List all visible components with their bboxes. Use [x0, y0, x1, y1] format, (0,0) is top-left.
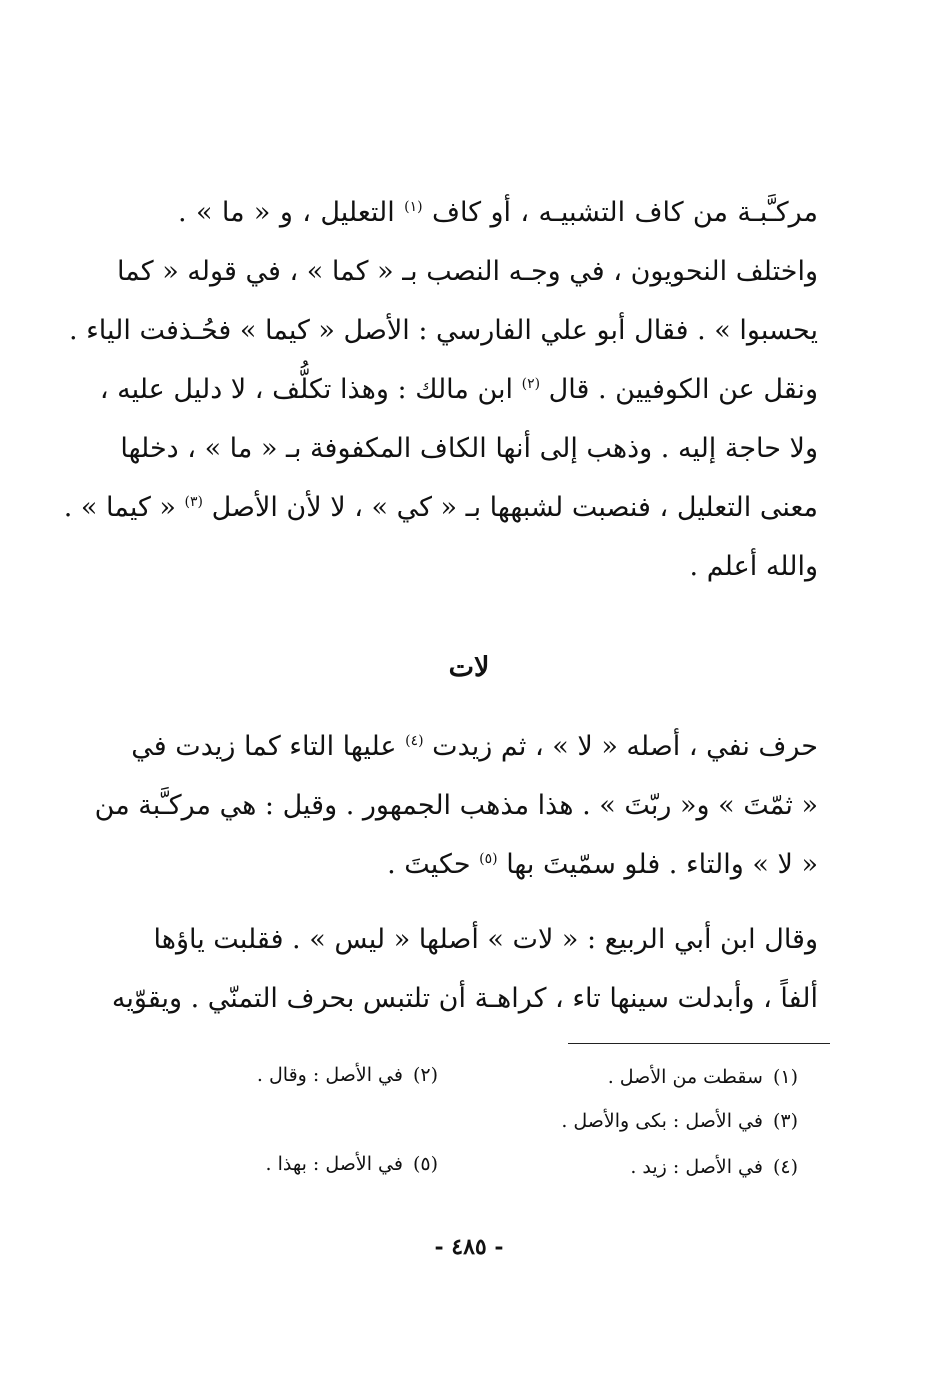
footnote-number: (٢) [412, 1064, 438, 1086]
footnote-2 [257, 1060, 438, 1090]
footnote-4 [630, 1152, 798, 1182]
text-line: والله أعلم . [689, 551, 818, 582]
text-line: ولا حاجة إليه . وذهب إلى أنها الكاف المكفوفة بـ « ما » ، دخلها [120, 433, 818, 464]
paragraph-lata-definition [94, 717, 818, 894]
footnote-text: في الأصل : بكى والأصل . [561, 1110, 763, 1132]
paragraph-ibn-abi-rabi [111, 910, 818, 1028]
footnote-number: (٣) [772, 1110, 798, 1132]
footnote-number: (٤) [772, 1156, 798, 1178]
text-line: « لا » والتاء . فلو سمّيتَ بها $^{(٥)}$ حكيتَ . [387, 849, 818, 880]
paragraph-kama [63, 183, 818, 596]
text-line: واختلف النحويون ، في وجـه النصب بـ « كما » ، في قوله « كما [116, 256, 818, 287]
text-line: ونقل عن الكوفيين . قال $^{(٢)}$ ابن مالك : وهذا تكلُّف ، لا دليل عليه ، [99, 374, 818, 405]
text-line: مركـَّبـة من كاف التشبيـه ، أو كاف $^{(١)}$ التعليل ، و « ما » . [178, 197, 818, 228]
footnote-text: في الأصل : بهذا . [265, 1153, 403, 1175]
footnote-3 [561, 1106, 798, 1136]
footnote-text: في الأصل : زيد . [630, 1156, 763, 1178]
footnote-5 [265, 1149, 438, 1179]
text-line: وقال ابن أبي الربيع : « لات » أصلها « ليس » . فقلبت ياؤها [153, 924, 818, 955]
footnote-text: سقطت من الأصل . [607, 1066, 763, 1088]
footnote-number: (١) [772, 1066, 798, 1088]
footnote-number: (٥) [412, 1153, 438, 1175]
footnote-separator [568, 1043, 830, 1044]
footnote-text: في الأصل : وقال . [256, 1064, 403, 1086]
text-line: « ثمّتَ » و« ربّتَ » . هذا مذهب الجمهور . وقيل : هي مركـَّبة من [94, 790, 818, 821]
section-heading: لات [448, 652, 490, 683]
page-number: - ٤٨٥ - [434, 1234, 504, 1260]
text-line: ألفاً ، وأبدلت سينها تاء ، كراهـة أن تلتبس بحرف التمنّي . ويقوّيه [111, 983, 818, 1014]
footnote-1 [608, 1062, 798, 1092]
text-line: معنى التعليل ، فنصبت لشبهها بـ « كي » ، لا لأن الأصل $^{(٣)}$ « كيما » . [63, 492, 818, 523]
text-line: حرف نفي ، أصله « لا » ، ثم زيدت $^{(٤)}$ عليها التاء كما زيدت في [131, 731, 818, 762]
text-line: يحسبوا » . فقال أبو علي الفارسي : الأصل « كيما » فحُـذفت الياء . [68, 315, 818, 346]
